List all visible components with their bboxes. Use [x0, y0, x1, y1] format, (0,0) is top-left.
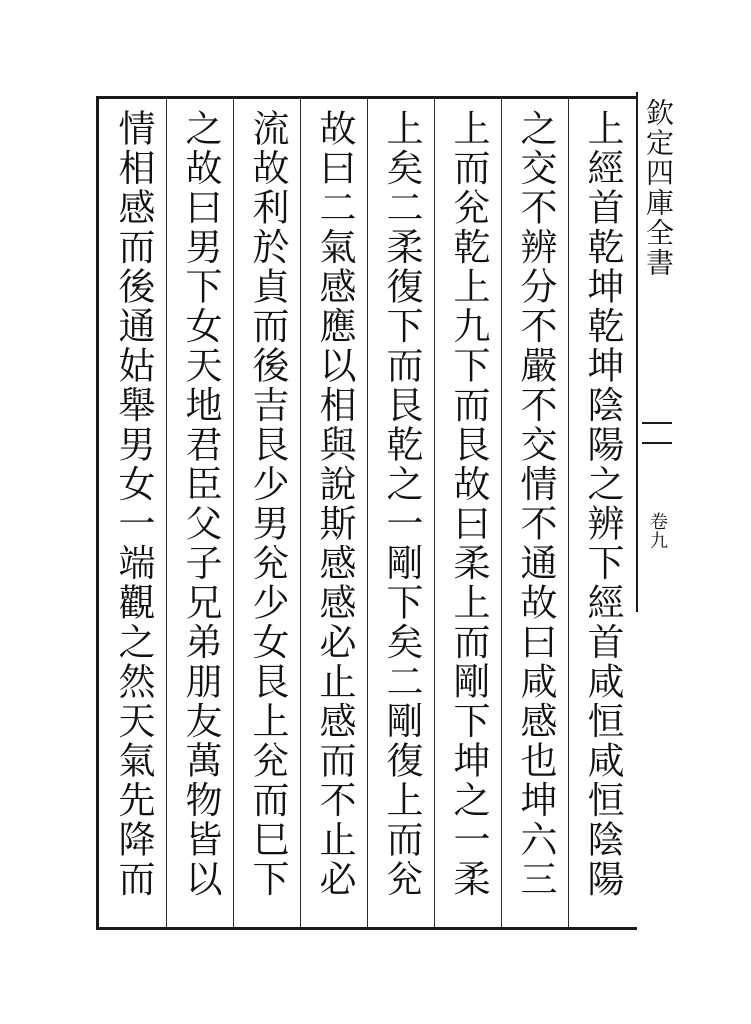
book-title: 欽定四庫全書 — [642, 98, 675, 278]
text-column-6: 流故利於貞而後吉艮少男兊少女艮上兊而巳下 — [246, 109, 289, 899]
fish-tail-mark — [642, 422, 672, 444]
text-column-1: 上經首乾坤乾坤陰陽之辨下經首咸恒咸恒陰陽 — [581, 109, 624, 899]
page-margin-label — [636, 92, 678, 612]
text-column-5: 故曰二氣感應以相與說斯感感必止感而不止必 — [313, 109, 356, 899]
text-column-2: 之交不辨分不嚴不交情不通故曰咸感也坤六三 — [514, 109, 557, 899]
volume-label: 卷九 — [647, 512, 668, 550]
text-column-8: 情相感而後通姑舉男女一端觀之然天氣先降而 — [112, 109, 155, 899]
text-column-3: 上而兊乾上九下而艮故曰柔上而剛下坤之一柔 — [447, 109, 490, 899]
text-frame — [96, 96, 637, 930]
text-column-4: 上矣二柔復下而艮乾之一剛下矣二剛復上而兊 — [380, 109, 423, 899]
text-column-7: 之故曰男下女天地君臣父子兄弟朋友萬物皆以 — [179, 109, 222, 899]
